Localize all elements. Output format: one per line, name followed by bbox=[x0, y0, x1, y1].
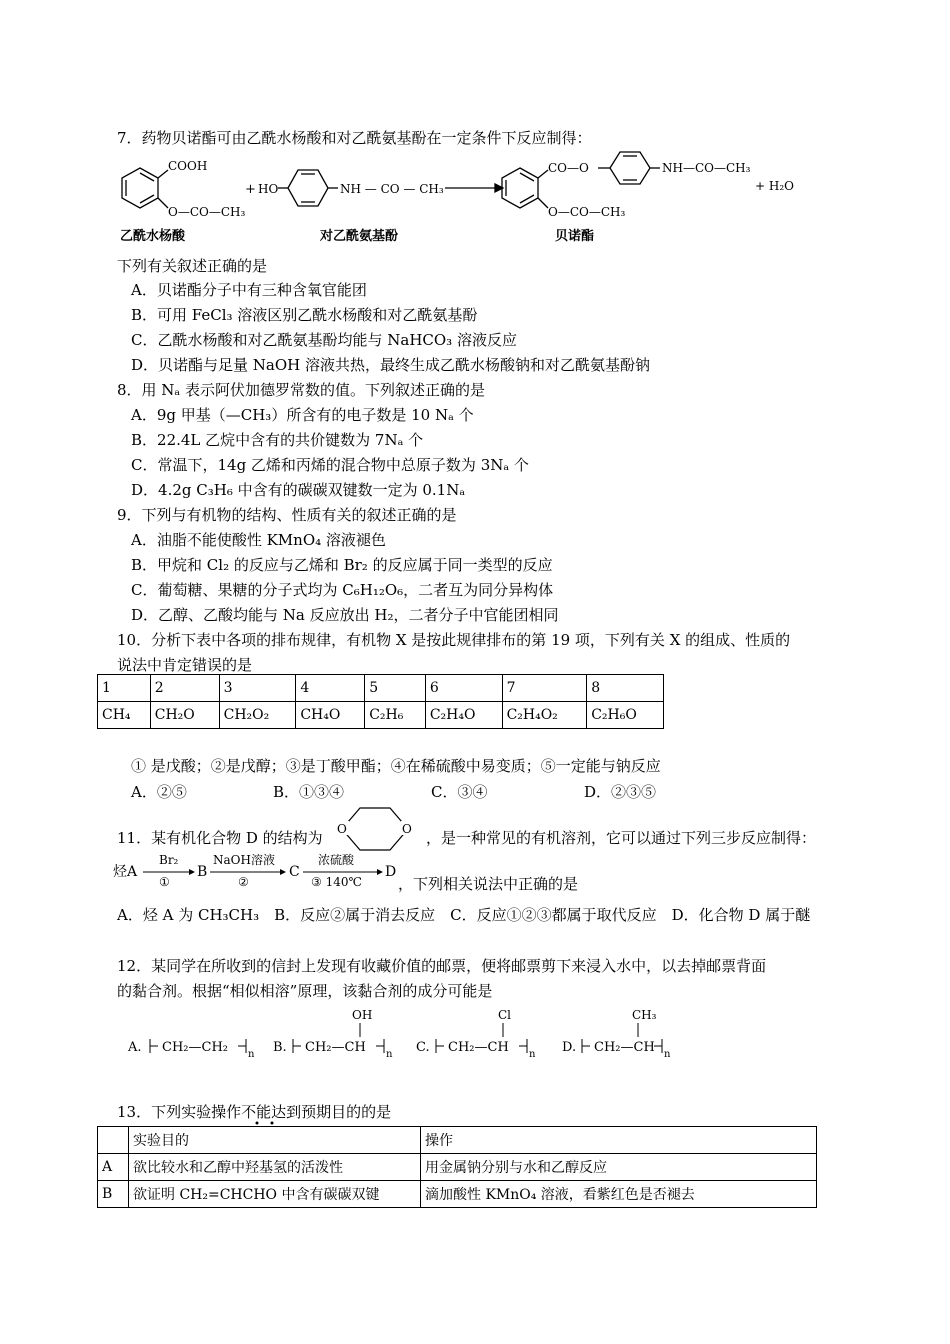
arrow-1-top: Br₂ bbox=[159, 853, 179, 867]
q9-option-d[interactable]: D．乙醇、乙酸均能与 Na 反应放出 H₂，二者分子中官能团相同 bbox=[131, 606, 559, 624]
q11-stem-b: ，是一种常见的有机溶剂，它可以通过下列三步反应制得： bbox=[426, 829, 817, 847]
ring-oxygen: O bbox=[337, 822, 347, 836]
q7-question: 下列有关叙述正确的是 bbox=[117, 257, 268, 275]
table-cell: 2 bbox=[150, 675, 219, 702]
table-cell: 欲证明 CH₂=CHCHO 中含有碳碳双键 bbox=[129, 1181, 421, 1208]
scheme-b: B bbox=[197, 864, 208, 880]
table-cell: A bbox=[98, 1154, 129, 1181]
q10-option-c[interactable]: C．③④ bbox=[431, 783, 488, 801]
table-cell: C₂H₄O₂ bbox=[502, 702, 587, 729]
table-cell: 8 bbox=[587, 675, 664, 702]
p-right: NH—CO—CH₃ bbox=[662, 161, 751, 175]
q8-option-b[interactable]: B．22.4L 乙烷中含有的共价键数为 7Nₐ 个 bbox=[131, 431, 424, 449]
q10-stem-1: 10．分析下表中各项的排布规律，有机物 X 是按此规律排布的第 19 项，下列有关 X 的组成、性质的 bbox=[117, 631, 791, 649]
benzene-ring-3 bbox=[502, 168, 548, 208]
q10-option-b[interactable]: B．①③④ bbox=[273, 783, 345, 801]
svg-text:C.: C. bbox=[416, 1040, 430, 1055]
q8-option-c[interactable]: C．常温下，14g 乙烯和丙烯的混合物中总原子数为 3Nₐ 个 bbox=[131, 456, 529, 474]
q10-option-d[interactable]: D．②③⑤ bbox=[584, 783, 657, 801]
svg-text:n: n bbox=[529, 1049, 536, 1060]
table-row bbox=[98, 1127, 817, 1154]
table-cell: CH₂O₂ bbox=[219, 702, 296, 729]
arrow-3-bottom: ③ 140℃ bbox=[311, 875, 362, 889]
label-acetaminophen: 对乙酰氨基酚 bbox=[320, 229, 399, 244]
q8-option-d[interactable]: D．4.2g C₃H₆ 中含有的碳碳双键数一定为 0.1Nₐ bbox=[131, 481, 466, 499]
table-cell: 操作 bbox=[421, 1127, 817, 1154]
q9-option-b[interactable]: B．甲烷和 Cl₂ 的反应与乙烯和 Br₂ 的反应属于同一类型的反应 bbox=[131, 556, 553, 574]
p-top: CO—O bbox=[548, 161, 589, 175]
q7-option-d[interactable]: D．贝诺酯与足量 NaOH 溶液共热，最终生成乙酰水杨酸钠和对乙酰氨基酚钠 bbox=[131, 356, 651, 374]
q11-options[interactable]: A．烃 A 为 CH₃CH₃ B．反应②属于消去反应 C．反应①②③都属于取代反应 D．化合物 D 属于醚 bbox=[117, 906, 811, 924]
scheme-d: D bbox=[385, 864, 397, 880]
arrow-3-top: 浓硫酸 bbox=[318, 853, 355, 867]
q13-stem: 13．下列实验操作不能达到预期目的的是 bbox=[117, 1103, 392, 1121]
svg-text:CH₂—CH₂: CH₂—CH₂ bbox=[162, 1040, 228, 1055]
table-cell: 实验目的 bbox=[129, 1127, 421, 1154]
q9-option-a[interactable]: A．油脂不能使酸性 KMnO₄ 溶液褪色 bbox=[131, 531, 386, 549]
table-cell: 1 bbox=[98, 675, 151, 702]
q12-option-b[interactable] bbox=[273, 1008, 393, 1060]
label-acetylsalicylic: 乙酰水杨酸 bbox=[120, 229, 186, 244]
q11-after: ，下列相关说法中正确的是 bbox=[398, 875, 579, 893]
table-row bbox=[98, 1154, 817, 1181]
table-cell: 用金属钠分别与水和乙醇反应 bbox=[421, 1154, 817, 1181]
q11-reaction-scheme bbox=[113, 852, 413, 892]
svg-text:B.: B. bbox=[273, 1040, 287, 1055]
table-cell: C₂H₆ bbox=[365, 702, 426, 729]
q10-option-a[interactable]: A．②⑤ bbox=[131, 783, 187, 801]
svg-text:n: n bbox=[664, 1049, 671, 1060]
table-cell: CH₄O bbox=[296, 702, 365, 729]
svg-text:D.: D. bbox=[562, 1040, 577, 1055]
q7-option-c[interactable]: C．乙酰水杨酸和对乙酰氨基酚均能与 NaHCO₃ 溶液反应 bbox=[131, 331, 517, 349]
q12-option-c[interactable] bbox=[416, 1008, 536, 1060]
svg-text:n: n bbox=[248, 1049, 255, 1060]
q12-stem-2: 的黏合剂。根据“相似相溶”原理，该黏合剂的成分可能是 bbox=[117, 982, 493, 1000]
table-row bbox=[98, 675, 664, 702]
table-cell: 5 bbox=[365, 675, 426, 702]
table-cell: 滴加酸性 KMnO₄ 溶液，看紫红色是否褪去 bbox=[421, 1181, 817, 1208]
table-cell: 3 bbox=[219, 675, 296, 702]
q12-stem-1: 12．某同学在所收到的信封上发现有收藏价值的邮票，便将邮票剪下来浸入水中，以去掉邮票背面 bbox=[117, 957, 767, 975]
svg-text:CH₂—CH: CH₂—CH bbox=[448, 1040, 509, 1055]
scheme-c: C bbox=[289, 864, 300, 880]
scheme-a: 烃A bbox=[113, 864, 138, 880]
q10-items: ① 是戊酸；②是戊醇；③是丁酸甲酯；④在稀硫酸中易变质；⑤一定能与钠反应 bbox=[131, 757, 661, 775]
plus-h2o: + H₂O bbox=[755, 179, 794, 193]
svg-text:A.: A. bbox=[128, 1040, 142, 1055]
q12-option-d[interactable] bbox=[562, 1008, 671, 1060]
table-cell: C₂H₄O bbox=[425, 702, 502, 729]
svg-text:CH₃: CH₃ bbox=[632, 1008, 657, 1022]
q12-option-a[interactable] bbox=[127, 1039, 255, 1060]
table-row bbox=[98, 1181, 817, 1208]
svg-text:Cl: Cl bbox=[498, 1008, 512, 1022]
ring-oxygen: O bbox=[402, 822, 412, 836]
r1-cooh: COOH bbox=[168, 159, 208, 173]
svg-text:OH: OH bbox=[352, 1008, 373, 1022]
reaction-arrow bbox=[445, 184, 503, 192]
arrow-2-top: NaOH溶液 bbox=[213, 853, 275, 867]
q7-option-b[interactable]: B．可用 FeCl₃ 溶液区别乙酰水杨酸和对乙酰氨基酚 bbox=[131, 306, 478, 324]
table-cell: CH₂O bbox=[150, 702, 219, 729]
r2-ho: HO bbox=[258, 182, 279, 196]
q9-stem: 9．下列与有机物的结构、性质有关的叙述正确的是 bbox=[117, 506, 457, 524]
table-cell: C₂H₆O bbox=[587, 702, 664, 729]
q8-option-a[interactable]: A．9g 甲基（—CH₃）所含有的电子数是 10 Nₐ 个 bbox=[131, 406, 474, 424]
table-cell: 欲比较水和乙醇中羟基氢的活泼性 bbox=[129, 1154, 421, 1181]
q11-stem-a: 11．某有机化合物 D 的结构为 bbox=[117, 829, 323, 847]
label-benorilate: 贝诺酯 bbox=[555, 229, 595, 244]
r2-sub: NH — CO — CH₃ bbox=[340, 182, 444, 196]
table-row bbox=[98, 702, 664, 729]
table-cell: 4 bbox=[296, 675, 365, 702]
q10-stem-2: 说法中肯定错误的是 bbox=[117, 656, 253, 674]
q9-option-c[interactable]: C．葡萄糖、果糖的分子式均为 C₆H₁₂O₆，二者互为同分异构体 bbox=[131, 581, 554, 599]
table-cell bbox=[98, 1127, 129, 1154]
arrow-2-bottom: ② bbox=[238, 875, 249, 889]
q12-polymers bbox=[128, 1003, 688, 1065]
q10-table bbox=[97, 674, 664, 729]
table-cell: B bbox=[98, 1181, 129, 1208]
svg-text:CH₂—CH: CH₂—CH bbox=[594, 1040, 655, 1055]
table-cell: 7 bbox=[502, 675, 587, 702]
q13-table bbox=[97, 1126, 817, 1208]
table-cell: 6 bbox=[425, 675, 502, 702]
arrow-1-bottom: ① bbox=[159, 875, 170, 889]
svg-text:CH₂—CH: CH₂—CH bbox=[305, 1040, 366, 1055]
r1-sub: O—CO—CH₃ bbox=[168, 205, 246, 219]
q7-stem: 7．药物贝诺酯可由乙酰水杨酸和对乙酰氨基酚在一定条件下反应制得： bbox=[117, 129, 592, 147]
benzene-ring-2 bbox=[278, 170, 338, 206]
q7-reaction-diagram bbox=[110, 150, 810, 245]
svg-text:n: n bbox=[386, 1049, 393, 1060]
plus-1: + bbox=[245, 182, 256, 197]
benzene-ring-4 bbox=[598, 152, 660, 184]
q7-option-a[interactable]: A．贝诺酯分子中有三种含氧官能团 bbox=[131, 281, 367, 299]
table-cell: CH₄ bbox=[98, 702, 151, 729]
benzene-ring-1 bbox=[122, 168, 168, 208]
p-sub: O—CO—CH₃ bbox=[548, 205, 626, 219]
q8-stem: 8．用 Nₐ 表示阿伏加德罗常数的值。下列叙述正确的是 bbox=[117, 381, 485, 399]
